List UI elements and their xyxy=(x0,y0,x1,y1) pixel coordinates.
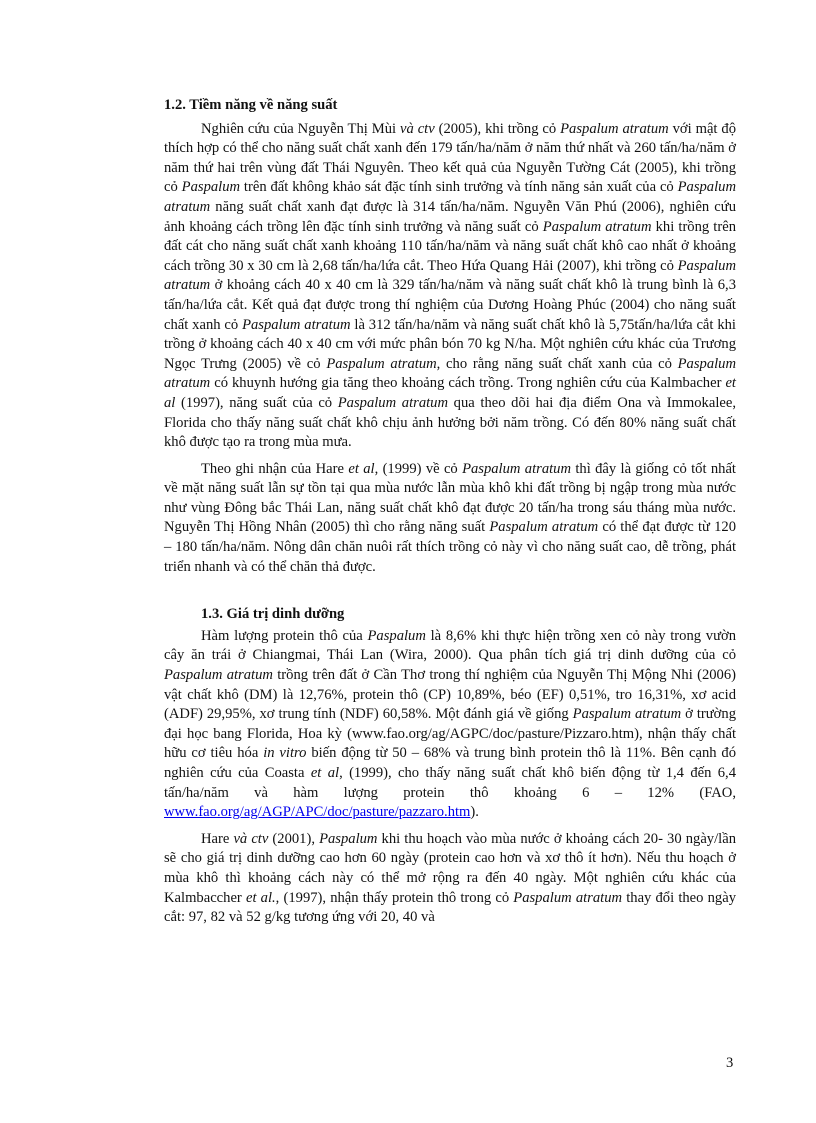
italic-run: et al xyxy=(310,765,340,781)
italic-run: et al. xyxy=(245,889,276,906)
species-name: Paspalum atratum xyxy=(489,519,599,536)
text-run: , (1997), nhận thấy protein thô trong cỏ xyxy=(275,889,514,906)
text-run: khi trồng trên đất cát cho năng suất chất xanh khoảng 110 tấn/ha/năm và năng suất chất khô cao nhất ở khoảng cách trồng 30 x 30 cm là 2,68 tấn/ha/lứa cắt. Theo Hứa Quang Hải (2007), khi trồng cỏ xyxy=(164,218,736,274)
italic-run: và ctv xyxy=(233,830,269,847)
text-run: (1997), năng suất của cỏ xyxy=(175,394,338,411)
text-run: , cho rằng năng suất chất xanh của cỏ xyxy=(436,355,678,372)
species-name: Paspalum xyxy=(319,830,378,847)
text-run: , (1999) về cỏ xyxy=(374,460,463,477)
species-name: Paspalum atratum xyxy=(164,179,736,215)
text-run: khi thu hoạch vào mùa nước ở khoảng cách 20- 30 ngày/lần sẽ cho giá trị dinh dưỡng cao hơn 60 ngày (protein cao hơn và xơ thô ít hơn). Nếu thu hoạch ở mùa khô thì khoảng cách này có thể mở rộng ra đến 40 ngày. Một nghiên cứu khác của Kalmbaccher xyxy=(164,830,736,906)
text-run: trồng trên đất ở Cần Thơ trong thí nghiệm của Nguyễn Thị Mộng Nhi (2006) vật chất khô (DM) là 12,76%, protein thô (CP) 10,89%, béo (EF) 0,51%, tro 16,31%, xơ acid (ADF) 29,95%, xơ trung tính (NDF) 60,58%. Một đánh giá về giống xyxy=(164,667,736,723)
text-run: có khuynh hướng gia tăng theo khoảng cách trồng. Trong nghiên cứu của Kalmbacher xyxy=(210,375,726,392)
text-run: Nghiên cứu của Nguyễn Thị Mùi xyxy=(201,120,400,137)
species-name: Paspalum atratum xyxy=(560,120,669,137)
species-name: Paspalum atratum xyxy=(337,394,449,411)
document-page xyxy=(164,96,736,935)
species-name: Paspalum atratum xyxy=(542,218,652,235)
species-name: Paspalum atratum xyxy=(326,355,437,372)
species-name: Paspalum atratum xyxy=(164,257,736,294)
italic-run: et al xyxy=(348,460,375,477)
section-heading-yield-potential: 1.2. Tiềm năng về năng suất xyxy=(164,97,338,113)
text-run: trên đất không khảo sát đặc tính sinh trưởng và tính năng sản xuất của cỏ xyxy=(240,179,678,196)
text-run: là 8,6% khi thực hiện trồng xen cỏ này trong vườn cây ăn trái ở Chiangmai, Thái Lan (Wira, 2000). Qua phân tích giá trị dinh dưỡng của cỏ xyxy=(164,627,737,664)
species-name: Paspalum atratum xyxy=(164,355,736,392)
paragraph-nutrition-2 xyxy=(164,830,736,928)
text-run: Hàm lượng protein thô của xyxy=(201,627,368,644)
text-run: biến động từ 50 – 68% và trung bình protein thô là 11%. Bên cạnh đó nghiên cứu của Coasta xyxy=(164,745,737,781)
paragraph-nutrition-1 xyxy=(164,627,736,823)
text-run: qua theo dõi hai địa điểm Ona và Immokalee, Florida cho thấy năng suất chất khô chịu ảnh hưởng bởi năm trồng. Có đến 80% năng suất chất khô được tạo ra trong mùa mưa. xyxy=(164,394,736,451)
text-run: ở khoảng cách 40 x 40 cm là 329 tấn/ha/năm và năng suất chất khô là trung bình là 6,3 tấn/ha/lứa cắt. Kết quả đạt được trong thí nghiệm của Dương Hoàng Phúc (2004) cho năng suất chất xanh cỏ xyxy=(164,277,736,333)
species-name: Paspalum atratum xyxy=(513,889,623,906)
italic-run: và ctv xyxy=(400,120,435,137)
text-run: Theo ghi nhận của Hare xyxy=(201,460,349,477)
page-number: 3 xyxy=(726,1055,734,1071)
text-run: (2005), khi trồng cỏ xyxy=(434,120,561,137)
italic-run: in vitro xyxy=(263,745,307,762)
text-run: là 312 tấn/ha/năm và năng suất chất khô là 5,75tấn/ha/lứa cắt khi trồng ở khoảng cách 40 x 40 cm với mức phân bón 70 kg N/ha. Một nghiên cứu khác của Trương Ngọc Trưng (2005) về cỏ xyxy=(164,316,736,372)
species-name: Paspalum atratum xyxy=(462,460,572,477)
fao-reference-link[interactable]: www.fao.org/ag/AGP/APC/doc/pasture/pazzaro.htm xyxy=(164,804,471,821)
text-run: Hare xyxy=(201,830,234,847)
text-run: thì đây là giống cỏ tốt nhất về mặt năng suất lẫn sự tồn tại qua mùa nước lẫn mùa khô khi đất trồng bị ngập trong mùa nước như vùng Đông bắc Thái Lan, năng suất chất khô đạt được 20 tấn/ha trong sáu tháng mùa nước. Nguyễn Thị Hồng Nhân (2005) thì cho rằng năng suất xyxy=(164,460,736,536)
text-run: có thể đạt được từ 120 – 180 tấn/ha/năm. Nông dân chăn nuôi rất thích trồng cỏ này vì cho năng suất cao, dễ trồng, phát triển nhanh và có thể chăn thả được. xyxy=(164,519,736,575)
paragraph-yield-1 xyxy=(164,120,736,453)
species-name: Paspalum atratum xyxy=(164,667,273,684)
species-name: Paspalum xyxy=(367,627,426,644)
text-run: (2001), xyxy=(268,830,320,847)
paragraph-yield-2 xyxy=(164,460,736,578)
species-name: Paspalum xyxy=(181,179,241,196)
text-run: thay đổi theo ngày cắt: 97, 82 và 52 g/kg tương ứng với 20, 40 và xyxy=(164,889,736,926)
text-run: ở trường đại học bang Florida, Hoa kỳ (www.fao.org/ag/AGPC/doc/pasture/Pizzaro.htm), nhận thấy chất hữu cơ tiêu hóa xyxy=(164,706,736,762)
text-run: năng suất chất xanh đạt được là 314 tấn/ha/năm. Nguyễn Văn Phú (2006), nghiên cứu ảnh khoảng cách trồng lên đặc tính sinh trưởng và năng suất cỏ xyxy=(164,198,736,235)
italic-run: et al xyxy=(164,375,736,411)
species-name: Paspalum atratum xyxy=(242,316,351,333)
text-run: , (1999), cho thấy năng suất chất khô biến động từ 1,4 đến 6,4 tấn/ha/năm và hàm lượng protein thô khoảng 6 – 12% (FAO, xyxy=(164,765,736,801)
species-name: Paspalum atratum xyxy=(572,706,682,723)
text-run: ). xyxy=(470,804,479,821)
text-run: với mật độ thích hợp có thể cho năng suất chất xanh đến 179 tấn/ha/năm ở năm thứ nhất và 260 tấn/ha/năm ở năm thứ hai trên vùng đất Thái Nguyên. Theo kết quả của Nguyễn Tường Cát (2005), khi trồng cỏ xyxy=(164,120,736,196)
section-heading-nutrition-value: 1.3. Giá trị dinh dưỡng xyxy=(201,606,345,623)
